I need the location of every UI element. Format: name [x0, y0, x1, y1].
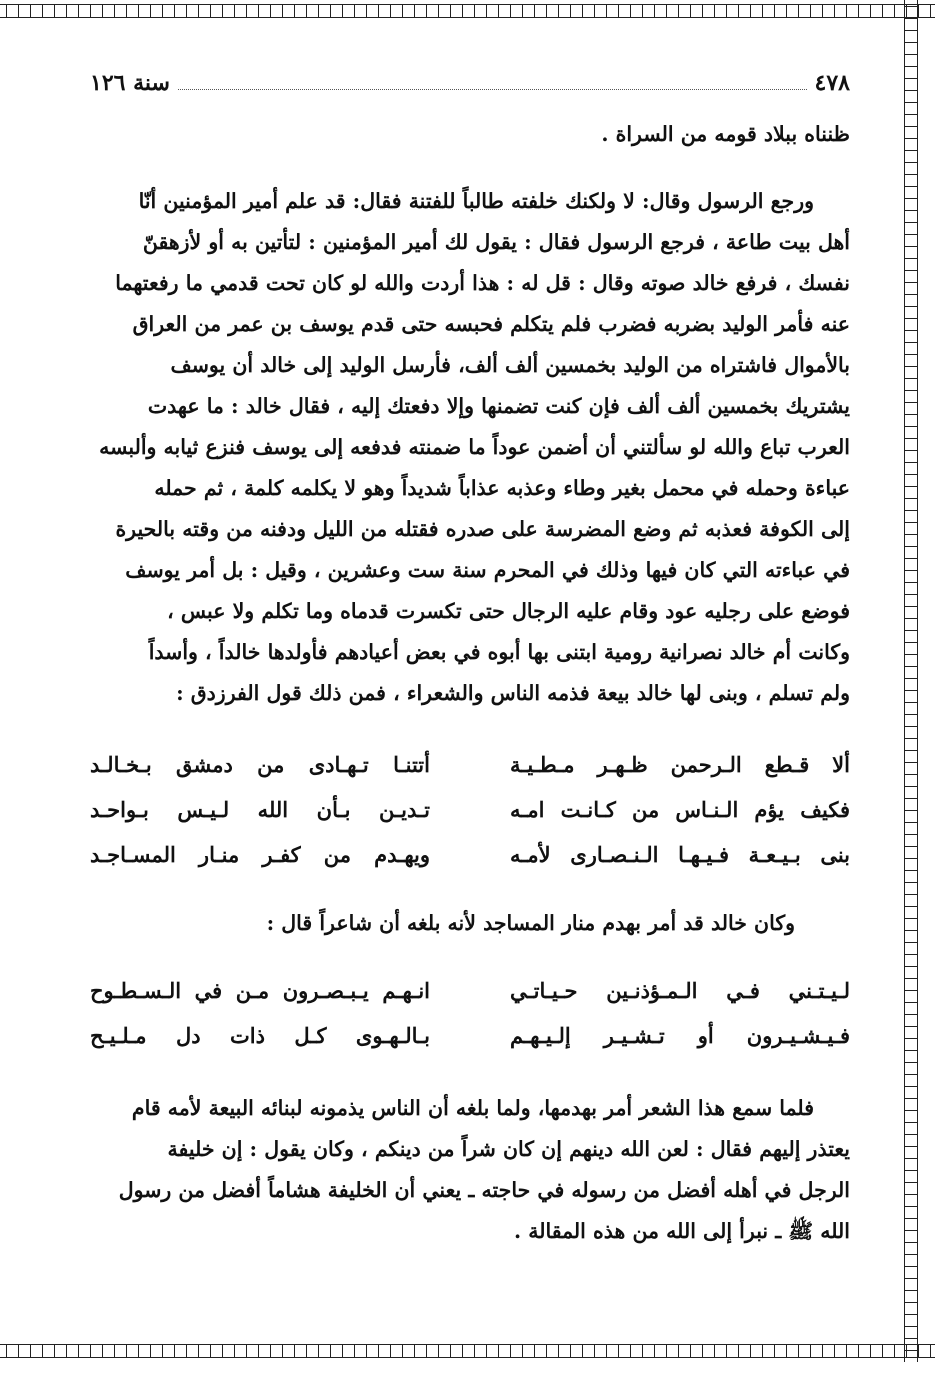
poem-verse	[90, 832, 850, 877]
text-line: نفسك ، فرفع خالد صوته وقال : قل له : هذا أردت والله لو كان تحت قدمي ما رفعتهما	[115, 271, 850, 295]
decorative-border-top	[0, 0, 935, 22]
text-line: يشتريك بخمسين ألف ألف فإن كنت تضمنها وإلا دفعتك إليه ، فقال خالد : ما عهدت	[147, 394, 850, 418]
paragraph-4	[90, 1088, 850, 1252]
poem-verse	[90, 742, 850, 787]
verse-second-hemistich: ويهـدم من كفـر منـار المسـاجـد	[90, 842, 430, 867]
verse-second-hemistich: تـديـن بـأن الله لـيـس بـواحـد	[90, 797, 430, 822]
verse-second-hemistich: أتتنـا تـهـادى من دمشق بـخـالـد	[90, 752, 430, 777]
text-line: يعتذر إليهم فقال : لعن الله دينهم إن كان شراً من دينكم ، وكان يقول : إن خليفة	[167, 1137, 850, 1161]
text-line: في عباءته التي كان فيها وذلك في المحرم سنة ست وعشرين ، وقيل : بل أمر يوسف	[125, 558, 850, 582]
text-line: أهل بيت طاعة ، فرجع الرسول فقال : يقول لك أمير المؤمنين : لتأتين به أو لأزهقنّ	[142, 230, 850, 254]
poem-verse	[90, 968, 850, 1013]
text-line: عنه فأمر الوليد بضربه فضرب فلم يتكلم فحبسه حتى قدم يوسف بن عمر من العراق	[132, 312, 850, 336]
page-header	[90, 70, 850, 110]
poem-intro: وكان خالد قد أمر بهدم منار المساجد لأنه بلغه أن شاعراً قال :	[266, 911, 795, 935]
page-number: ٤٧٨	[814, 70, 850, 96]
verse-second-hemistich: انـهـم يـبـصـرون مـن في الـسـطـوح	[90, 978, 430, 1003]
verse-second-hemistich: بـالـهـوى كـل ذات دل مـلـيـح	[90, 1023, 430, 1048]
text-line: ورجع الرسول وقال: لا ولكنك خلفته طالباً للفتنة فقال: قد علم أمير المؤمنين أنّا	[138, 189, 814, 213]
year-heading: سنة ١٢٦	[90, 70, 170, 96]
decorative-border-right	[900, 0, 922, 1362]
text-line: الرجل في أهله أفضل من رسوله في حاجته ـ يعني أن الخليفة هشاماً أفضل من رسول	[118, 1178, 850, 1202]
page-content	[90, 70, 850, 1252]
text-line: وكانت أم خالد نصرانية رومية ابتنى بها أبوه في بعض أعيادهم فأولدها خالداً ، وأسداً	[148, 640, 850, 664]
paragraph-2	[90, 181, 850, 714]
verse-first-hemistich: ألا قـطع الـرحمن ظـهـر مـطـيـة	[510, 752, 850, 777]
text-line: ولم تسلم ، وبنى لها خالد بيعة فذمه الناس والشعراء ، فمن ذلك قول الفرزدق :	[176, 681, 850, 705]
verse-first-hemistich: بنى بـيـعـة فـيـهـا الـنـصـارى لأمـه	[510, 842, 850, 867]
poem-minarets	[90, 968, 850, 1058]
verse-first-hemistich: فـيـشـيـرون أو تـشـيـر إلـيـهـم	[510, 1023, 850, 1048]
decorative-border-bottom	[0, 1340, 935, 1362]
verse-first-hemistich: فكيف يؤم الـنـاس من كـانـت امـه	[510, 797, 850, 822]
header-dotted-rule	[178, 75, 807, 90]
text-line: فلما سمع هذا الشعر أمر بهدمها، ولما بلغه أن الناس يذمونه لبنائه البيعة لأمه قام	[131, 1096, 814, 1120]
text-line: ظنناه ببلاد قومه من السراة .	[601, 122, 850, 146]
text-line: العرب تباع والله لو سألتني أن أضمن عوداً ما ضمنته فدفعه إلى يوسف فنزع ثيابه وألبسه	[99, 435, 850, 459]
poem-verse	[90, 787, 850, 832]
paragraph-1	[90, 114, 850, 155]
verse-first-hemistich: لـيـتـني فـي الـمـؤذنـين حـيـاتـي	[510, 978, 850, 1003]
poem-farazdaq	[90, 742, 850, 877]
text-line: بالأموال فاشتراه من الوليد بخمسين ألف ألف، فأرسل الوليد إلى خالد أن يوسف	[170, 353, 850, 377]
text-line: الله ﷺ ـ نبرأ إلى الله من هذه المقالة .	[513, 1219, 850, 1243]
text-line: إلى الكوفة فعذبه ثم وضع المضرسة على صدره فقتله من الليل ودفنه من وقته بالحيرة	[115, 517, 850, 541]
text-line: عباءة وحمله في محمل بغير وطاء وعذبه عذاباً شديداً وهو لا يكلمه كلمة ، ثم حمله	[154, 476, 850, 500]
text-line: فوضع على رجليه عود وقام عليه الرجال حتى تكسرت قدماه وما تكلم ولا عبس ،	[167, 599, 850, 623]
poem-verse	[90, 1013, 850, 1058]
